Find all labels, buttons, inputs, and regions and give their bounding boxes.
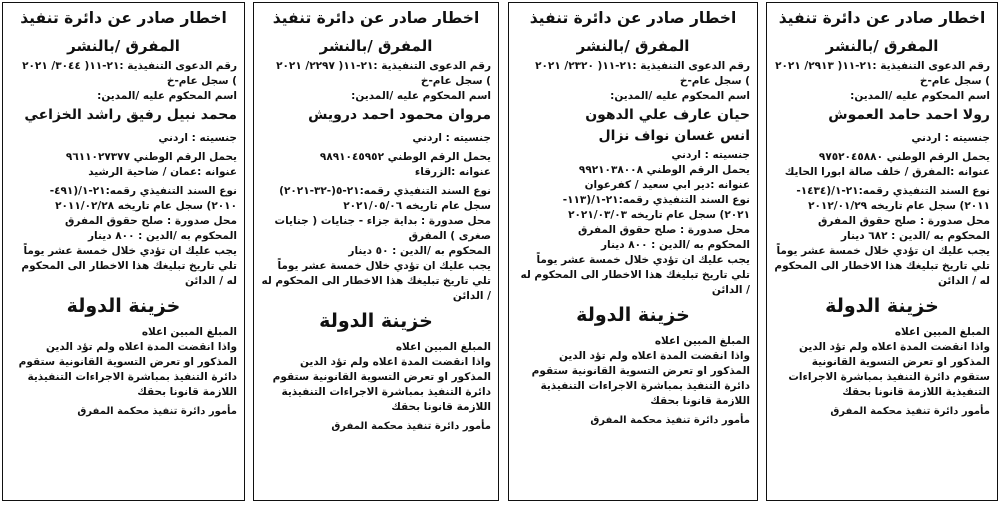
issuer: محل صدورة : بداية جزاء - جنايات ( جنايات صغرى ) المفرق: [270, 215, 491, 242]
issuer: محل صدورة : صلح حقوق المفرق: [64, 215, 237, 227]
footer-signature: مأمور دائرة تنفيذ محكمة المفرق: [331, 421, 491, 432]
notice-4: [766, 2, 998, 501]
court-name: المفرق /بالنشر: [825, 37, 939, 55]
notice-2: [253, 2, 499, 501]
record: ) سجل عام-خ: [919, 75, 990, 87]
nationality: جنسيته : اردني: [911, 132, 990, 144]
nationality: جنسيته : اردني: [412, 132, 491, 144]
national-id: يحمل الرقم الوطني ٩٦١١٠٢٧٣٧٧: [65, 151, 237, 163]
warning: يجب عليك ان تؤدي خلال خمسة عشر يوماً تلي تاريخ تبليغك هذا الاخطار الى المحكوم له / الدائن: [257, 260, 491, 302]
sum-label: المبلغ المبين اعلاه: [141, 326, 237, 338]
notice-title: اخطار صادر عن دائرة تنفيذ: [20, 9, 227, 27]
footer-signature: مأمور دائرة تنفيذ محكمة المفرق: [77, 406, 237, 417]
record: ) سجل عام-خ: [166, 75, 237, 87]
footer-signature: مأمور دائرة تنفيذ محكمة المفرق: [830, 406, 990, 417]
case-number: رقم الدعوى التنفيذية :٢١-١١( ٣٠٤٤/ ٢٠٢١: [22, 60, 237, 72]
bond-type: نوع السند التنفيذي رقمه:٢١-١/(١٤٣٤-: [796, 185, 990, 197]
court-name: المفرق /بالنشر: [576, 37, 690, 55]
treasury-heading: خزينة الدولة: [825, 295, 939, 317]
address: عنوانه :دير ابي سعيد / كفرعوان: [584, 179, 750, 191]
bond-date: ٢٠١١) سجل عام تاريخه ٢٠١٢/٠١/٢٩: [808, 200, 990, 212]
notice-title: اخطار صادر عن دائرة تنفيذ: [272, 9, 480, 27]
footer-signature: مأمور دائرة تنفيذ محكمة المفرق: [590, 415, 750, 426]
bond-type: نوع السند التنفيذي رقمه:٢١-١/(١١٣-: [562, 194, 750, 206]
national-id: يحمل الرقم الوطني ٩٧٥٢٠٤٥٨٨٠: [818, 151, 990, 163]
amount: المحكوم به /الدين : ٥٠ دينار: [348, 245, 491, 257]
debtor-name: انس غسان نواف نزال: [598, 128, 750, 144]
record: ) سجل عام-خ: [679, 75, 750, 87]
amount: المحكوم به /الدين : ٦٨٢ دينار: [841, 230, 990, 242]
case-number: رقم الدعوى التنفيذية :٢١-١١( ٢٩١٣/ ٢٠٢١: [775, 60, 990, 72]
national-id: يحمل الرقم الوطني ٩٨٩١٠٤٥٩٥٢: [319, 151, 491, 163]
nationality: جنسيته : اردني: [671, 149, 750, 161]
address: عنوانه :عمان / ضاحية الرشيد: [88, 166, 237, 178]
amount: المحكوم به /الدين : ٨٠٠ دينار: [88, 230, 237, 242]
bond-date: ٢٠١٠) سجل عام تاريخه ٢٠١١/٠٢/٢٨: [55, 200, 237, 212]
bond-type: نوع السند التنفيذي رقمه:٢١-٥(-٣٢-٢٠٢١): [279, 185, 491, 197]
address: عنوانه :المفرق / خلف صالة ابورا الحايك: [784, 166, 990, 178]
bond-date: ٢٠٢١) سجل عام تاريخه ٢٠٢١/٠٣/٠٣: [568, 209, 750, 221]
debtor-label: اسم المحكوم عليه /المدين:: [97, 90, 237, 102]
notice-title: اخطار صادر عن دائرة تنفيذ: [778, 9, 986, 27]
nationality: جنسيته : اردني: [158, 132, 237, 144]
court-name: المفرق /بالنشر: [319, 37, 433, 55]
sum-label: المبلغ المبين اعلاه: [395, 341, 491, 353]
debtor-name: حيان عارف علي الدهون: [585, 107, 750, 123]
notice-body: واذا انقضت المدة اعلاه ولم تؤد الدين المذكور او تعرض التسوية القانونية ستقوم دائرة التنفيذ بمباشرة الاجراءات التنفيذية اللازمة قانونا بحقك: [15, 341, 237, 398]
treasury-heading: خزينة الدولة: [66, 295, 181, 317]
notice-body: واذا انقضت المدة اعلاه ولم تؤد الدين المذكور او تعرض التسوية القانونية ستقوم دائرة التنفيذ بمباشرة الاجراءات التنفيذية اللازمة قانونا بحقك: [528, 350, 750, 407]
amount: المحكوم به /الدين : ٨٠٠ دينار: [601, 239, 750, 251]
sum-label: المبلغ المبين اعلاه: [894, 326, 990, 338]
court-name: المفرق /بالنشر: [67, 37, 180, 55]
case-number: رقم الدعوى التنفيذية :٢١-١١( ٢٣٢٠/ ٢٠٢١: [535, 60, 750, 72]
notice-1: [2, 2, 245, 501]
debtor-name: محمد نبيل رفيق راشد الخزاعي: [24, 107, 237, 123]
warning: يجب عليك ان تؤدي خلال خمسة عشر يوماً تلي تاريخ تبليغك هذا الاخطار الى المحكوم له / الدائن: [770, 245, 990, 287]
warning: يجب عليك ان تؤدي خلال خمسة عشر يوماً تلي تاريخ تبليغك هذا الاخطار الى المحكوم له / الدائن: [516, 254, 750, 296]
debtor-label: اسم المحكوم عليه /المدين:: [351, 90, 491, 102]
debtor-name: رولا احمد حامد العموش: [828, 107, 990, 123]
debtor-label: اسم المحكوم عليه /المدين:: [850, 90, 990, 102]
treasury-heading: خزينة الدولة: [319, 310, 433, 332]
address: عنوانه :الزرقاء: [414, 166, 491, 178]
national-id: يحمل الرقم الوطني ٩٩٢١٠٣٨٠٠٨: [578, 164, 750, 176]
treasury-heading: خزينة الدولة: [576, 304, 690, 326]
issuer: محل صدورة : صلح حقوق المفرق: [577, 224, 750, 236]
notice-title: اخطار صادر عن دائرة تنفيذ: [529, 9, 737, 27]
debtor-label: اسم المحكوم عليه /المدين:: [610, 90, 750, 102]
sum-label: المبلغ المبين اعلاه: [654, 335, 750, 347]
record: ) سجل عام-خ: [420, 75, 491, 87]
notice-3: [508, 2, 758, 501]
notice-body: واذا انقضت المدة اعلاه ولم تؤد الدين المذكور او تعرض التسوية القانونية ستقوم دائرة التنفيذ بمباشرة الاجراءات التنفيذية اللازمة قانونا بحقك: [784, 341, 990, 398]
issuer: محل صدورة : صلح حقوق المفرق: [817, 215, 990, 227]
debtor-name: مروان محمود احمد درويش: [308, 107, 491, 123]
bond-type: نوع السند التنفيذي رقمه:٢١-١/(٤٩١-: [49, 185, 237, 197]
bond-date: سجل عام تاريخه ٢٠٢١/٠٥/٠٦: [343, 200, 491, 212]
warning: يجب عليك ان تؤدي خلال خمسة عشر يوماً تلي تاريخ تبليغك هذا الاخطار الى المحكوم له / الدائن: [17, 245, 237, 287]
case-number: رقم الدعوى التنفيذية :٢١-١١( ٢٢٩٧/ ٢٠٢١: [276, 60, 491, 72]
notice-body: واذا انقضت المدة اعلاه ولم تؤد الدين المذكور او تعرض التسوية القانونية ستقوم دائرة التنفيذ بمباشرة الاجراءات التنفيذية اللازمة قانونا بحقك: [269, 356, 491, 413]
